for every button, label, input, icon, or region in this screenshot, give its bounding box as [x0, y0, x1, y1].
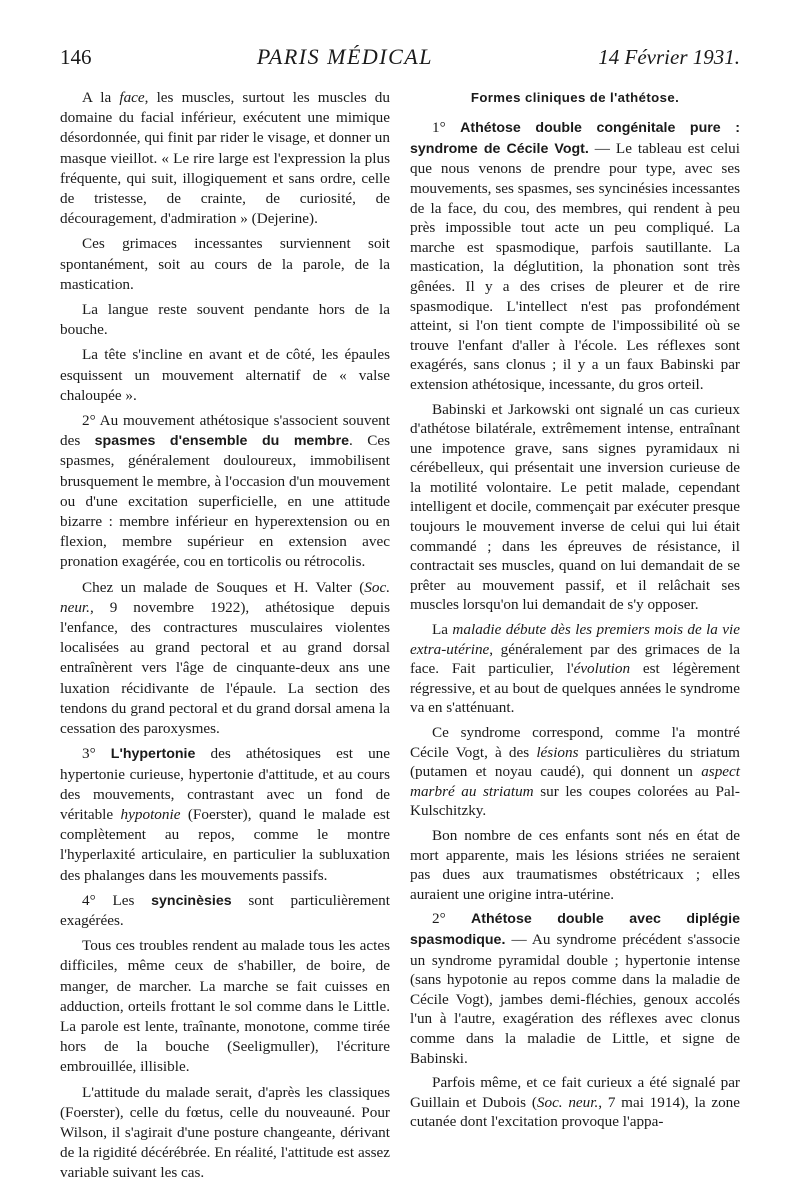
paragraph-diplegie: 2° Athétose double avec diplégie spasmodique. — Au syndrome précédent s'associe un syndrome pyramidal double ; hypertonie intense (sans hypotonie au repos comme dans la maladie de Cécile Vogt), jambes demi-fléchies, genoux accolés l'un à l'autre, exagération des réflexes avec clonus comme dans la maladie de Little, et signe de Babinski. [410, 910, 740, 1067]
paragraph-attitude: L'attitude du malade serait, d'après les classiques (Foerster), celle du fœtus, celle du nouveauné. Pour Wilson, il s'agirait d'une posture changeante, dérivant de la rigidité décérébrée. En réalité, l'attitude est assez variable suivant les cas. [60, 1083, 390, 1182]
paragraph-lesions: Ce syndrome correspond, comme l'a montré Cécile Vogt, à des lésions particulières du striatum (putamen et noyau caudé), qui donnent un aspect marbré au striatum sur les coupes colorées au Pal-Kulschitzky. [410, 724, 740, 820]
paragraph-spasmes: 2° Au mouvement athétosique s'associent souvent des spasmes d'ensemble du membre. Ces spasmes, généralement douloureux, immobilisent brusquement le membre, à l'occasion d'un mouvement ou d'une excitation superficielle, en une attitude bizarre : membre inférieur en hyperextension ou en flexion, membre supérieur en extension avec pronation exagérée, cou en torticolis ou rétrocolis. [60, 412, 390, 571]
right-column [410, 88, 740, 1184]
paragraph-face: A la face, les muscles, surtout les muscles du domaine du facial inférieur, exécutent une mimique désordonnée, qui finit par rider le visage, et donner un masque vieillot. « Le rire large est l'expression la plus fréquente, qui suit, illogiquement et sans ordre, celle de tristesse, de crainte, de curiosité, de découragement, d'admiration » (Dejerine). [60, 89, 390, 228]
paragraph-troubles: Tous ces troubles rendent au malade tous les actes difficiles, même ceux de s'habiller, de boire, de manger, de marcher. La marche se fait cuisses en adduction, orteils frottant le sol comme dans le Little. La parole est lente, traînante, monotone, comme tirée hors de la bouche (Seeligmuller), l'écriture embrouillée, illisible. [60, 937, 390, 1076]
paragraph-mort-apparente: Bon nombre de ces enfants sont nés en état de mort apparente, mais les lésions striées ne seraient pas dues aux traumatismes obstétricaux ; elles auraient une origine intra-utérine. [410, 826, 740, 903]
paragraph-vogt: 1° Athétose double congénitale pure : syndrome de Cécile Vogt. — Le tableau est celui que nous venons de prendre pour type, avec ses mouvements, ses spasmes, ses syncinésies incessantes de la face, du cou, des membres, qui rendent à peu près impossible tout acte un peu compliqué. La marche est spasmodique, parfois sautillante. La mastication, la déglutition, la phonation sont très gênées. Il y a des crises de pleurer et de rire spasmodique. L'intellect n'est pas profondément atteint, si l'on tient compte de l'impossibilité où se trouve l'enfant d'aller à l'école. Les réflexes sont exagérés, sans clonus ; il y a un faux Babinski par extension athétosique, incessante, du gros orteil. [410, 119, 740, 393]
page-number: 146 [60, 45, 92, 69]
issue-date: 14 Février 1931. [598, 45, 740, 69]
paragraph-langue: La langue reste souvent pendante hors de la bouche. [60, 301, 390, 339]
page-header [60, 44, 740, 76]
journal-title: PARIS MÉDICAL [256, 44, 433, 69]
section-heading: Formes cliniques de l'athétose. [470, 90, 680, 105]
article-body [60, 88, 740, 1184]
paragraph-grimaces: Ces grimaces incessantes surviennent soit spontanément, soit au cours de la parole, de la mastication. [60, 235, 390, 293]
paragraph-babinski-jarkowski: Babinski et Jarkowski ont signalé un cas curieux d'athétose bilatérale, extrêmement intense, entraînant une impotence grave, sans signes pyramidaux ni cérébelleux, qui présentait une inversion curieuse de la motilité volontaire. Le petit malade, cependant intelligent et docile, commençait par exécuter presque toujours le mouvement inverse de celui qui lui était commandé ; dans les épreuves de résistance, il contractait ses muscles, quand on lui demandait de se prêter au mouvement passif, et il relâchait ses muscles lorsqu'on lui demandait de s'y opposer. [410, 400, 740, 614]
paragraph-souques-valter: Chez un malade de Souques et H. Valter (Soc. neur., 9 novembre 1922), athétosique depuis l'enfance, des contractures musculaires violentes localisées au grand pectoral et au grand dorsal entraînèrent vers l'âge de cinquante-deux ans une luxation récidivante de l'épaule. La section des tendons du grand pectoral et du grand dorsal amena la cessation des paroxysmes. [60, 578, 390, 738]
left-column [60, 88, 390, 1184]
paragraph-tete: La tête s'incline en avant et de côté, les épaules esquissent un mouvement alternatif de « valse chaloupée ». [60, 346, 390, 404]
paragraph-debut: La maladie débute dès les premiers mois de la vie extra-utérine, généralement par des grimaces de la face. Fait particulier, l'évolution est légèrement régressive, et au bout de quelques années le syndrome va en s'atténuant. [410, 621, 740, 717]
paragraph-syncinesies: 4° Les syncinèsies sont particulièrement exagérées. [60, 891, 390, 929]
paragraph-guillain-dubois: Parfois même, et ce fait curieux a été signalé par Guillain et Dubois (Soc. neur., 7 mai 1914), la zone cutanée dont l'excitation provoque l'appa- [410, 1074, 740, 1131]
paragraph-hypertonie: 3° L'hypertonie des athétosiques est une hypertonie curieuse, hypertonie d'attitude, et au cours des mouvements, contrastant avec un fond de véritable hypotonie (Foerster), quand le malade est complètement au repos, comme le montre l'hyperlaxité articulaire, en particulier la subluxation des phalanges dans les mouvements passifs. [60, 745, 390, 884]
